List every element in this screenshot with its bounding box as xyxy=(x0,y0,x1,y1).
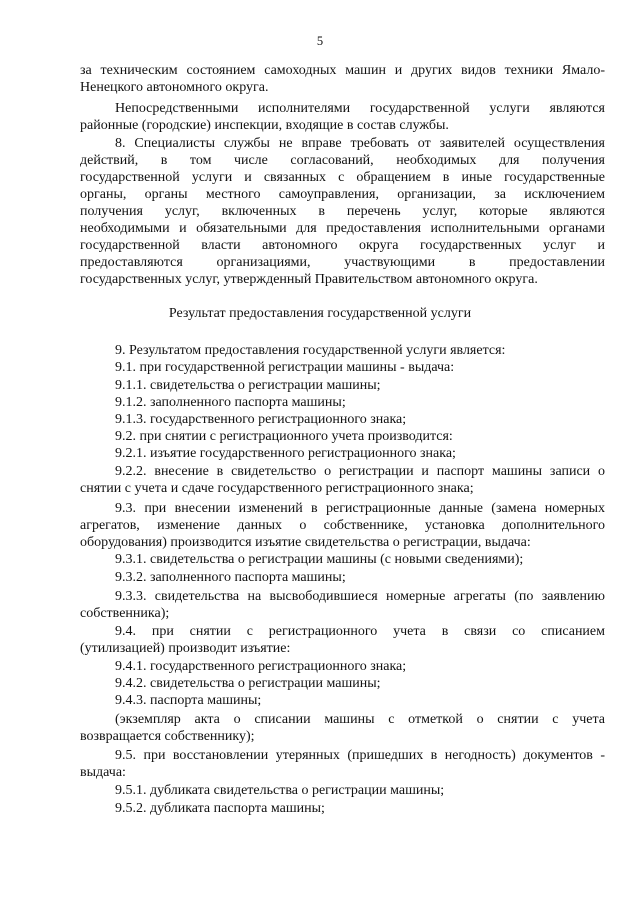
list-item: агрегатов, изменение данных о собственнике, установка дополнительного xyxy=(80,518,605,533)
text-line: Непосредственными исполнителями государственной услуги являются xyxy=(115,101,605,116)
list-item: 9.4.3. паспорта машины; xyxy=(115,693,262,708)
list-item: возвращается собственнику); xyxy=(80,729,255,744)
list-item: снятии с учета и сдаче государственного регистрационного знака; xyxy=(80,481,474,496)
text-line: предоставляются организациями, участвующими в предоставлении xyxy=(80,255,605,270)
text-line: государственных услуг, утвержденный Правительством автономного округа. xyxy=(80,272,538,287)
list-item: 9.1.3. государственного регистрационного знака; xyxy=(115,412,407,427)
list-item: 9.3.1. свидетельства о регистрации машины (с новыми сведениями); xyxy=(115,552,524,567)
list-item: собственника); xyxy=(80,606,170,621)
text-line: органы, органы местного самоуправления, организации, за исключением xyxy=(80,187,605,202)
text-line: районные (городские) инспекции, входящие в состав службы. xyxy=(80,118,449,133)
text-line: необходимыми и обязательными для предоставления исполнительными органами xyxy=(80,221,605,236)
text-line: за техническим состоянием самоходных машин и других видов техники Ямало- xyxy=(80,63,605,78)
list-item: 9.5.1. дубликата свидетельства о регистрации машины; xyxy=(115,783,445,798)
list-item: 9.1.1. свидетельства о регистрации машины; xyxy=(115,378,381,393)
text-line: государственной услуги и связанных с обращением в иные государственные xyxy=(80,170,605,185)
text-line: получения услуг, включенных в перечень услуг, которые являются xyxy=(80,204,605,219)
list-item: 9.3. при внесении изменений в регистрационные данные (замена номерных xyxy=(115,501,605,516)
list-item: (утилизацией) производит изъятие: xyxy=(80,641,291,656)
text-line: 8. Специалисты службы не вправе требовать от заявителей осуществления xyxy=(115,136,605,151)
list-item: 9.5. при восстановлении утерянных (пришедших в негодность) документов - xyxy=(115,748,605,763)
text-line: Ненецкого автономного округа. xyxy=(80,80,269,95)
list-item: (экземпляр акта о списании машины с отметкой о снятии с учета xyxy=(115,712,605,727)
list-item: 9.2.2. внесение в свидетельство о регистрации и паспорт машины записи о xyxy=(115,464,605,479)
section-heading: Результат предоставления государственной услуги xyxy=(168,306,472,321)
list-item: 9.2. при снятии с регистрационного учета производится: xyxy=(115,429,453,444)
list-item: 9. Результатом предоставления государственной услуги является: xyxy=(115,343,506,358)
list-item: оборудования) производится изъятие свидетельства о регистрации, выдача: xyxy=(80,535,531,550)
list-item: 9.4.1. государственного регистрационного знака; xyxy=(115,659,407,674)
text-line: действий, в том числе согласований, необходимых для получения xyxy=(80,153,605,168)
list-item: 9.3.3. свидетельства на высвободившиеся номерные агрегаты (по заявлению xyxy=(115,589,605,604)
list-item: 9.1.2. заполненного паспорта машины; xyxy=(115,395,346,410)
text-line: государственной власти автономного округа государственных услуг и xyxy=(80,238,605,253)
list-item: 9.4.2. свидетельства о регистрации машины; xyxy=(115,676,381,691)
list-item: 9.5.2. дубликата паспорта машины; xyxy=(115,801,325,816)
list-item: выдача: xyxy=(80,765,126,780)
list-item: 9.2.1. изъятие государственного регистрационного знака; xyxy=(115,446,456,461)
page-number: 5 xyxy=(316,34,324,48)
list-item: 9.4. при снятии с регистрационного учета в связи со списанием xyxy=(115,624,605,639)
list-item: 9.3.2. заполненного паспорта машины; xyxy=(115,570,346,585)
list-item: 9.1. при государственной регистрации машины - выдача: xyxy=(115,360,455,375)
